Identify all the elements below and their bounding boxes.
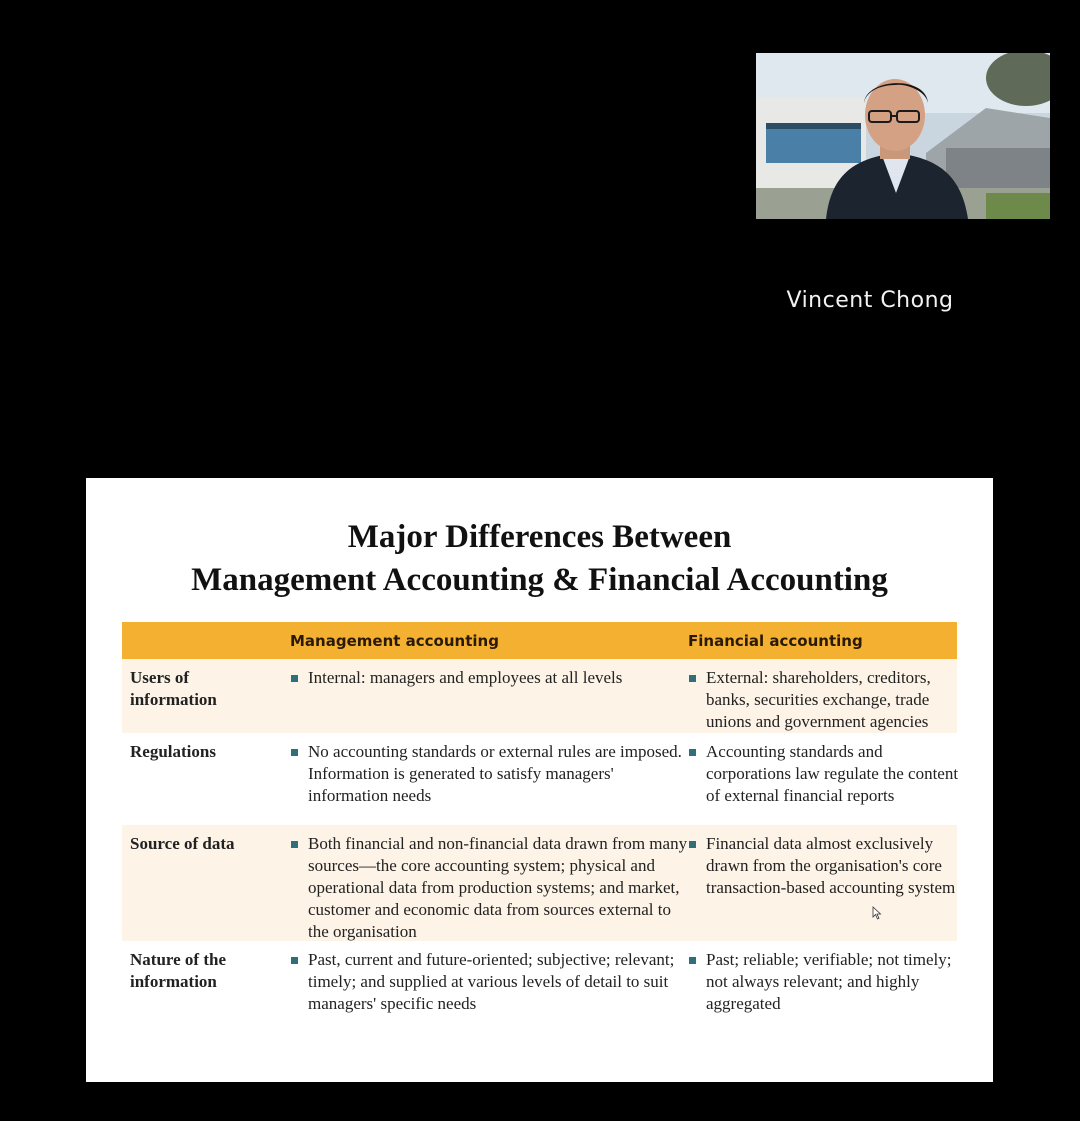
financial-cell: Accounting standards and corporations law regulate the content of external financial reports bbox=[688, 741, 971, 807]
table-row bbox=[122, 733, 957, 825]
column-header-financial: Financial accounting bbox=[688, 632, 863, 650]
financial-cell: Financial data almost exclusively drawn from the organisation's core transaction-based accounting system bbox=[688, 833, 971, 899]
financial-cell: Past; reliable; verifiable; not timely; not always relevant; and highly aggregated bbox=[688, 949, 971, 1015]
slide-title bbox=[86, 516, 993, 602]
participant-video[interactable] bbox=[756, 53, 1050, 219]
row-label: Regulations bbox=[130, 742, 216, 761]
slide-title-line2: Management Accounting & Financial Accounting bbox=[191, 562, 888, 598]
table-row bbox=[122, 941, 957, 1025]
participant-name: Vincent Chong bbox=[786, 288, 954, 313]
row-label: Nature of the information bbox=[130, 950, 226, 991]
financial-cell: External: shareholders, creditors, banks, securities exchange, trade unions and government agencies bbox=[688, 667, 971, 733]
participant-video-frame bbox=[756, 53, 1050, 219]
comparison-table bbox=[122, 622, 957, 1025]
table-row bbox=[122, 659, 957, 733]
column-header-management: Management accounting bbox=[290, 632, 499, 650]
management-cell: Internal: managers and employees at all levels bbox=[290, 667, 688, 689]
management-cell: Past, current and future-oriented; subjective; relevant; timely; and supplied at various levels of detail to suit managers' specific needs bbox=[290, 949, 688, 1015]
management-cell: Both financial and non-financial data drawn from many sources—the core accounting system; physical and operational data from production systems; and market, customer and economic data from sources external to the organisation bbox=[290, 833, 688, 943]
mouse-cursor-icon bbox=[872, 906, 882, 920]
row-label: Users of information bbox=[130, 668, 217, 709]
management-cell: No accounting standards or external rules are imposed. Information is generated to satisfy managers' information needs bbox=[290, 741, 688, 807]
table-row bbox=[122, 825, 957, 941]
table-header bbox=[122, 622, 957, 659]
row-label: Source of data bbox=[130, 834, 235, 853]
shared-slide bbox=[86, 478, 993, 1082]
slide-title-line1: Major Differences Between bbox=[347, 519, 732, 555]
